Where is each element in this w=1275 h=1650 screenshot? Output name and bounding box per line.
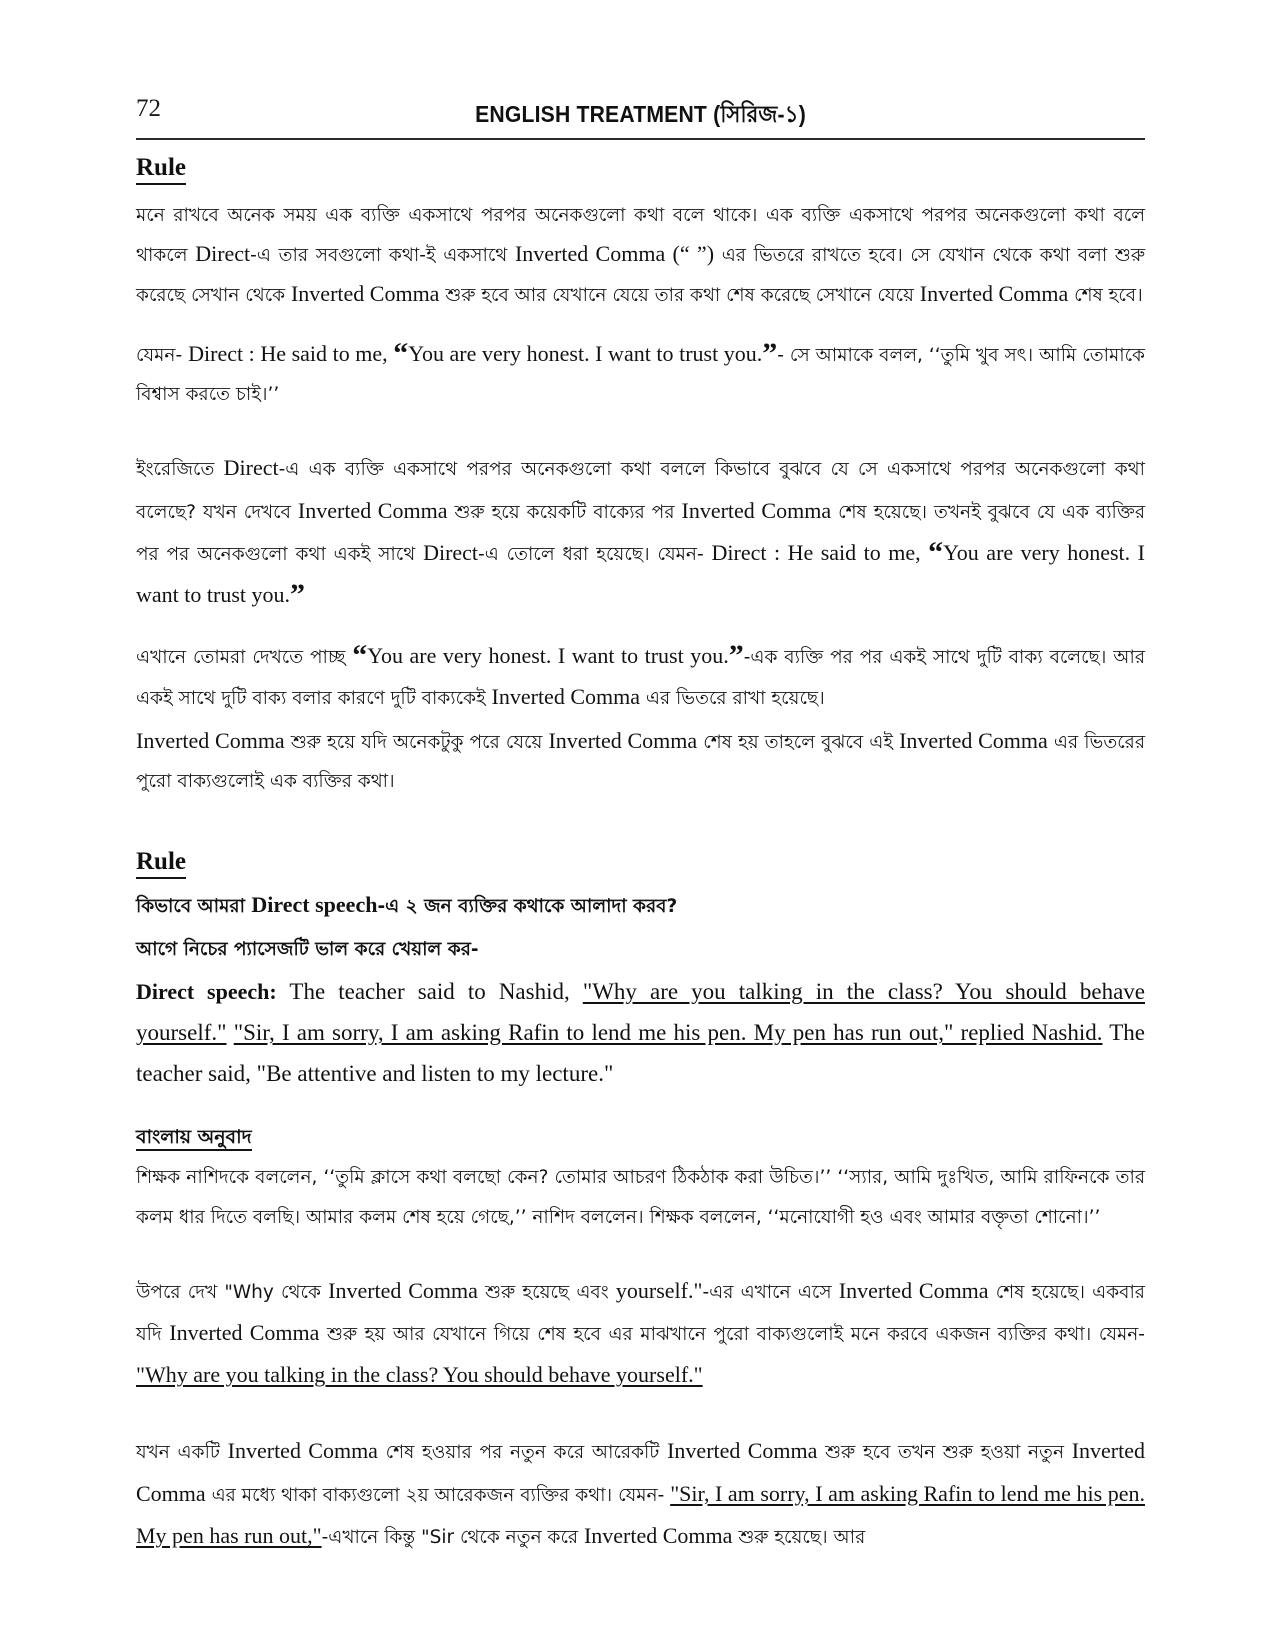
passage-quote-2: "Sir, I am sorry, I am asking Rafin to lend me his pen. My pen has run out," replied Nashid. xyxy=(233,1019,1103,1045)
spacer xyxy=(136,1240,1145,1270)
book-title xyxy=(176,96,1104,135)
rule-1-heading: Rule xyxy=(136,154,186,185)
rule-2-question xyxy=(136,885,1145,925)
text-run xyxy=(136,1282,274,1303)
passage-quote-1: "Why are you talking in the class? You should behave yourself." xyxy=(136,978,1145,1045)
text-run: এর ভিতরে রাখা হয়েছে। xyxy=(640,687,825,709)
passage-lead: The teacher said to Nashid, xyxy=(276,978,583,1004)
text-run: কিভাবে আমরা xyxy=(136,895,252,917)
text-run: Inverted Comma xyxy=(328,1277,478,1303)
spacer xyxy=(136,804,1145,848)
text-run: এর মধ্যে থাকা বাক্যগুলো ২য় আরেকজন ব্যক্তির কথা। যেমন- xyxy=(205,1484,671,1506)
rule-1-example xyxy=(136,334,1145,413)
rule-1-paragraph-1 xyxy=(136,195,1145,314)
text-run: Direct : He said to me, xyxy=(711,539,929,565)
spacer xyxy=(136,318,1145,334)
text-run: yourself." xyxy=(615,1277,703,1303)
text-run: শুরু হয়ে কয়েকটি বাক্যের পর xyxy=(447,501,682,523)
rule-2-paragraph-6 xyxy=(136,1430,1145,1557)
text-run: শেষ হয় তাহলে বুঝবে এই xyxy=(697,731,900,753)
text-run: Inverted Comma xyxy=(136,727,285,753)
close-quote-mark: ” xyxy=(762,337,778,371)
rule-1-paragraph-4 xyxy=(136,721,1145,800)
rule-2-instruction xyxy=(136,929,1145,968)
text-run: -এর এখানে এসে xyxy=(702,1281,839,1303)
text-run: Inverted Comma xyxy=(136,1438,1145,1506)
text-run: Inverted Comma xyxy=(899,727,1048,753)
text-run: -এ এক ব্যক্তি একসাথে পরপর অনেকগুলো কথা বললে কিভাবে বুঝবে যে সে একসাথে পরপর অনেকগুলো কথা বলেছে? যখন দেখবে xyxy=(136,459,1145,523)
text-run: শুরু হবে তখন শুরু হওয়া নতুন xyxy=(817,1442,1072,1464)
translation-heading: বাংলায় অনুবাদ xyxy=(136,1125,252,1152)
text-run: এখানে তোমরা দেখতে পাচ্ছ xyxy=(136,647,353,669)
example-lead: যেমন- xyxy=(136,345,189,367)
rule-2-quote-1: "Why are you talking in the class? You should behave yourself." xyxy=(136,1362,703,1388)
text-run: Direct xyxy=(423,539,479,565)
open-quote-mark: “ xyxy=(352,639,368,673)
page-number: 72 xyxy=(136,95,161,122)
example-quote: You are very honest. I want to trust you. xyxy=(408,341,763,367)
rule-1-paragraph-3 xyxy=(136,636,1145,716)
rule-2-heading: Rule xyxy=(136,848,186,879)
text-run: Inverted Comma xyxy=(169,1319,320,1345)
rule-1-heading-wrap xyxy=(136,154,1145,189)
text-run: উপরে দেখ "Why xyxy=(136,1281,274,1303)
text-run: -এ তার সবগুলো কথা-ই একসাথে xyxy=(250,244,515,266)
passage-tail: The teacher said, "Be attentive and listen to my lecture." xyxy=(136,1019,1146,1086)
text-run: শুরু হয়ে যদি অনেকটুকু পরে যেয়ে xyxy=(284,731,549,753)
text-run: যখন একটি xyxy=(136,1442,228,1464)
text-run: You are very honest. I want to trust you. xyxy=(136,539,1145,608)
text-run: Inverted Comma xyxy=(667,1438,818,1464)
header-divider xyxy=(136,138,1145,140)
text-run: Inverted Comma xyxy=(227,1438,378,1464)
text-run: এর ভিতরের পুরো বাক্যগুলোই এক ব্যক্তির কথা। xyxy=(136,731,1145,792)
text-run: ইংরেজিতে xyxy=(136,459,224,481)
close-quote-mark: ” xyxy=(728,639,744,673)
open-quote-mark: “ xyxy=(928,535,944,569)
direct-speech-label: Direct speech: xyxy=(136,978,277,1004)
open-quote-mark: “ xyxy=(393,337,409,371)
close-quote-mark: ” xyxy=(290,578,305,612)
text-run: আগে নিচের প্যাসেজটি ভাল করে খেয়াল কর- xyxy=(136,938,479,960)
text-run: -এক ব্যক্তি পর পর একই সাথে দুটি বাক্য বলেছে। আর একই সাথে দুটি বাক্য বলার কারণে দুটি বাক্যকেই xyxy=(136,647,1145,709)
text-run: থেকে নতুন করে xyxy=(454,1527,584,1549)
text-run: শুরু হবে আর যেখানে যেয়ে তার কথা শেষ করেছে সেখানে যেয়ে xyxy=(439,285,920,306)
text-run: Inverted Comma xyxy=(583,1523,733,1549)
passage-space xyxy=(227,1020,234,1045)
text-run: Direct xyxy=(195,240,251,266)
page-header xyxy=(136,96,1145,132)
rule-2-paragraph-5 xyxy=(136,1270,1145,1397)
rule-2-heading-wrap xyxy=(136,848,1145,883)
text-run: -এখানে কিন্তু "Sir xyxy=(321,1527,455,1549)
text-run: Direct xyxy=(223,455,279,481)
text-run: Inverted Comma xyxy=(681,497,832,523)
book-title-en: ENGLISH TREATMENT xyxy=(475,101,708,127)
text-run: মনে রাখবে অনেক সময় এক ব্যক্তি একসাথে পরপর অনেকগুলো কথা বলে থাকে। এক ব্যক্তি একসাথে পরপর অনেকগুলো কথা বলে থাকলে xyxy=(136,204,1145,266)
rule-1-paragraph-2 xyxy=(136,447,1145,616)
text-run: Inverted Comma xyxy=(297,497,448,523)
spacer xyxy=(136,417,1145,447)
text-run: Inverted Comma (“ ”) xyxy=(514,240,715,266)
text-run: শেষ হয়েছে। একবার যদি xyxy=(136,1281,1145,1345)
spacer xyxy=(136,1095,1145,1125)
direct-speech-passage xyxy=(136,972,1145,1095)
translation-heading-wrap xyxy=(136,1125,1145,1158)
text-run: শুরু হয় আর যেখানে গিয়ে শেষ হবে এর মাঝখানে পুরো বাক্যগুলোই মনে করবে একজন ব্যক্তির কথা। যেমন- xyxy=(319,1323,1145,1345)
text-run: শেষ হওয়ার পর নতুন করে আরেকটি xyxy=(377,1442,668,1464)
example-direct-label: Direct : He said to me, xyxy=(188,341,394,367)
text-run: Inverted Comma xyxy=(838,1277,989,1303)
text-run: এর ভিতরে রাখতে হবে। সে যেখান থেকে কথা বলা শুরু করেছে সেখান থেকে xyxy=(136,244,1146,306)
text-run: শেষ হবে। xyxy=(1068,285,1143,306)
text-run: শেষ হয়েছে। তখনই বুঝবে যে এক ব্যক্তির পর পর অনেকগুলো কথা একই সাথে xyxy=(136,501,1145,565)
text-run: শুরু হয়েছে। আর xyxy=(732,1527,866,1549)
text-run: You are very honest. I want to trust you. xyxy=(367,643,729,669)
text-run: Inverted Comma xyxy=(548,727,698,753)
text-run: শুরু হয়েছে এবং xyxy=(477,1281,616,1303)
spacer xyxy=(136,620,1145,636)
translation-body xyxy=(136,1157,1145,1235)
rule-2-quote-2: "Sir, I am sorry, I am asking Rafin to lend me his pen. My pen has run out," xyxy=(136,1480,1145,1549)
text-run: Direct speech xyxy=(251,891,378,917)
spacer xyxy=(136,1400,1145,1430)
text-run: -এ তোলে ধরা হয়েছে। যেমন- xyxy=(478,543,712,565)
text-run: থেকে xyxy=(273,1281,329,1303)
text-run: Inverted Comma xyxy=(491,683,640,709)
example-translation: - সে আমাকে বলল, ‘‘তুমি খুব সৎ। আমি তোমাকে বিশ্বাস করতে চাই।’’ xyxy=(136,345,1146,406)
text-run: Inverted Comma xyxy=(290,281,440,306)
book-title-bn: (সিরিজ-১) xyxy=(713,101,806,127)
text-run: Inverted Comma xyxy=(919,281,1069,306)
text-run: -এ ২ জন ব্যক্তির কথাকে আলাদা করব? xyxy=(377,895,678,917)
text-run: শিক্ষক নাশিদকে বললেন, ‘‘তুমি ক্লাসে কথা বলছো কেন? তোমার আচরণ ঠিকঠাক করা উচিত।’’ ‘‘স্যার, আমি দুঃখিত, আমি রাফিনকে তার কলম ধার দিতে বলছি। আমার কলম শেষ হয়ে গেছে,’’ নাশিদ বললেন। শিক্ষক বললেন, ‘‘মনোযোগী হও এবং আমার বক্তৃতা শোনো।’’ xyxy=(136,1167,1145,1228)
